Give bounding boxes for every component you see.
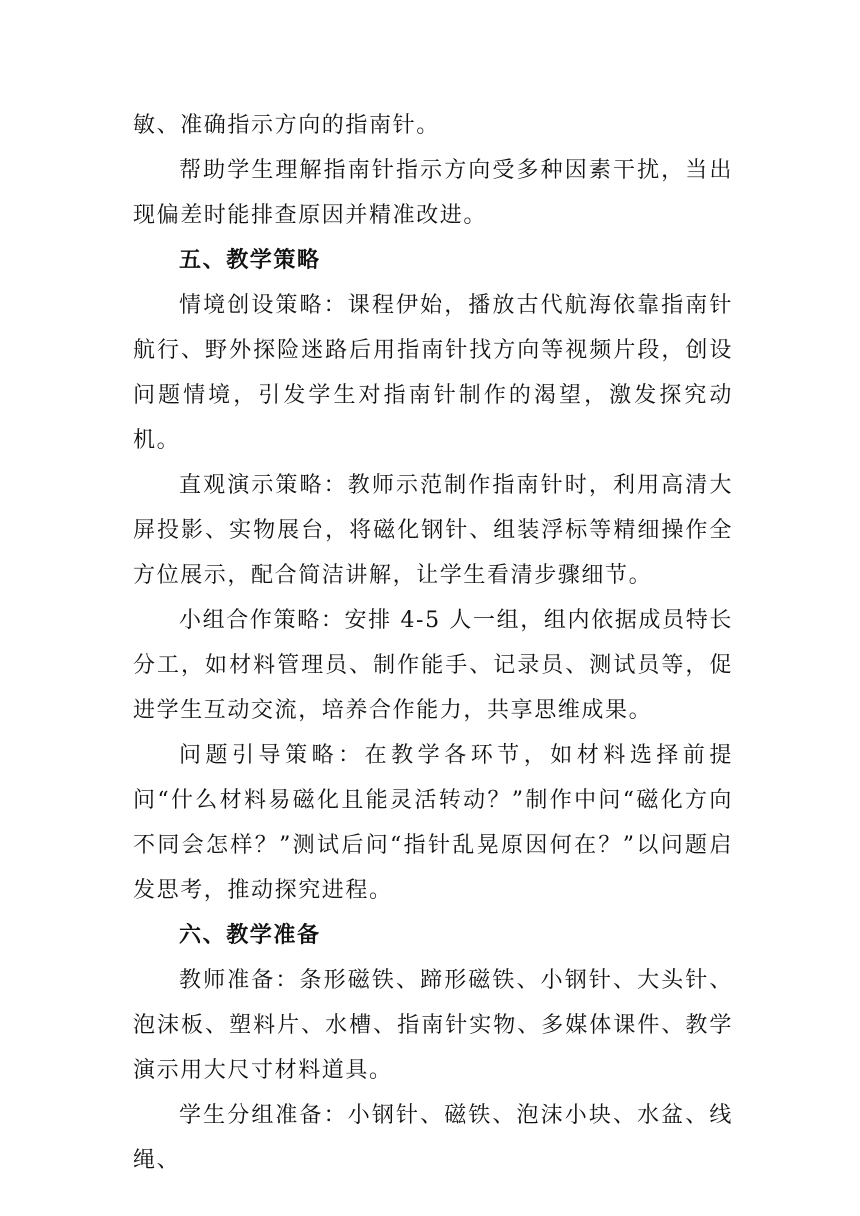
paragraph-situation-strategy: 情境创设策略：课程伊始，播放古代航海依靠指南针航行、野外探险迷路后用指南针找方向等视频片段，创设问题情境，引发学生对指南针制作的渴望，激发探究动机。 bbox=[133, 293, 733, 453]
paragraph-demonstration-strategy: 直观演示策略：教师示范制作指南针时，利用高清大屏投影、实物展台，将磁化钢针、组装浮标等精细操作全方位展示，配合简洁讲解，让学生看清步骤细节。 bbox=[133, 473, 733, 588]
paragraph-goal: 帮助学生理解指南针指示方向受多种因素干扰，当出现偏差时能排查原因并精准改进。 bbox=[133, 158, 733, 228]
paragraph-question-strategy: 问题引导策略：在教学各环节，如材料选择前提问“什么材料易磁化且能灵活转动？”制作中问“磁化方向不同会怎样？”测试后问“指针乱晃原因何在？”以问题启发思考，推动探究进程。 bbox=[133, 743, 733, 903]
paragraph-continuation: 敏、准确指示方向的指南针。 bbox=[133, 113, 440, 138]
document-body bbox=[133, 103, 733, 1183]
section-heading-teaching-preparation: 六、教学准备 bbox=[179, 923, 321, 948]
paragraph-group-strategy: 小组合作策略：安排 4-5 人一组，组内依据成员特长分工，如材料管理员、制作能手、记录员、测试员等，促进学生互动交流，培养合作能力，共享思维成果。 bbox=[133, 608, 733, 723]
section-heading-teaching-strategy: 五、教学策略 bbox=[179, 248, 321, 273]
paragraph-student-preparation: 学生分组准备：小钢针、磁铁、泡沫小块、水盆、线绳、 bbox=[133, 1103, 733, 1173]
paragraph-teacher-preparation: 教师准备：条形磁铁、蹄形磁铁、小钢针、大头针、泡沫板、塑料片、水槽、指南针实物、多媒体课件、教学演示用大尺寸材料道具。 bbox=[133, 968, 733, 1083]
